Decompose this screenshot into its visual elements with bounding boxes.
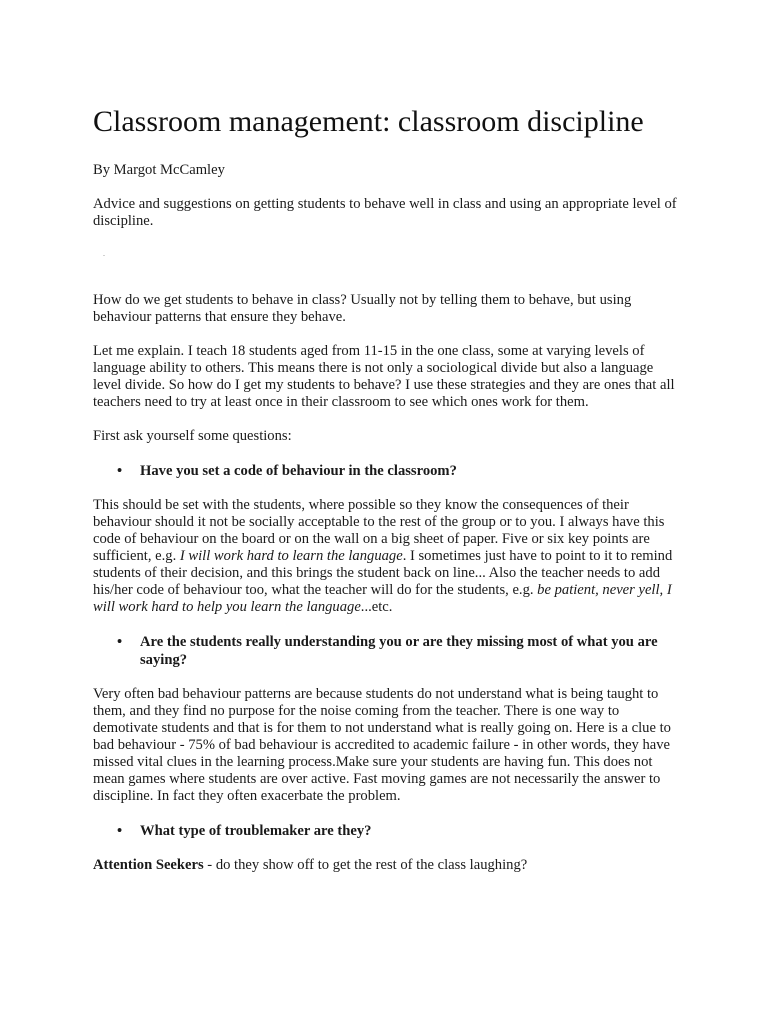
small-mark: .	[103, 249, 105, 258]
paragraph-6-bold: Attention Seekers	[93, 857, 204, 873]
article-title: Classroom management: classroom discipline	[93, 105, 644, 138]
paragraph-4-italic2: be patient, never yell, I will work hard to help you learn the language	[93, 582, 672, 615]
paragraph-2: Let me explain. I teach 18 students aged from 11-15 in the one class, some at varying levels of language ability to others. This means there is not only a sociological divide but also a language level divide. So how do I get my students to behave? I use these strategies and they are ones that all teachers need to try at least once in their classroom to see which ones work for them.	[93, 343, 675, 410]
bullet-icon: •	[117, 634, 123, 650]
bullet-item-2	[93, 633, 685, 669]
intro-paragraph: Advice and suggestions on getting students to behave well in class and using an appropriate level of discipline.	[93, 196, 677, 229]
article-body	[93, 104, 685, 891]
paragraph-4-part1: This should be set with the students, where possible so they know the consequences of their behaviour should it not be socially acceptable to the rest of the group or to you. I always have this code of behaviour on the board or on the wall on a big sheet of paper. Five or six key points are sufficient, e.g.	[93, 497, 665, 564]
bullet-text-1: Have you set a code of behaviour in the classroom?	[140, 463, 457, 479]
bullet-text-3: What type of troublemaker are they?	[140, 823, 372, 839]
paragraph-1: How do we get students to behave in class? Usually not by telling them to behave, but using behaviour patterns that ensure they behave.	[93, 292, 632, 325]
paragraph-4-part2: . I sometimes just have to point to it to remind students of their decision, and this brings the student back on line... Also the teacher needs to add his/her code of behaviour too, what the teacher will do for the students, e.g.	[93, 548, 673, 598]
paragraph-6	[93, 857, 685, 874]
paragraph-4	[93, 497, 685, 616]
paragraph-4-part3: ...etc.	[360, 599, 393, 615]
bullet-text-2: Are the students really understanding you or are they missing most of what you are saying?	[140, 634, 658, 668]
bullet-item-3	[93, 822, 685, 840]
paragraph-4-italic1: I will work hard to learn the language	[179, 548, 403, 564]
bullet-item-1	[93, 462, 685, 480]
paragraph-3: First ask yourself some questions:	[93, 428, 292, 444]
author-byline: By Margot McCamley	[93, 162, 225, 178]
bullet-icon: •	[117, 463, 123, 479]
paragraph-5: Very often bad behaviour patterns are because students do not understand what is being taught to them, and they find no purpose for the noise coming from the teacher. There is one way to demotivate students and that is for them to not understand what is really going on. Here is a clue to bad behaviour - 75% of bad behaviour is accredited to academic failure - in other words, they have missed vital clues in the learning process.Make sure your students are having fun. This does not mean games where students are over active. Fast moving games are not necessarily the answer to discipline. In fact they often exacerbate the problem.	[93, 686, 671, 804]
bullet-icon: •	[117, 823, 123, 839]
paragraph-6-rest: - do they show off to get the rest of the class laughing?	[203, 857, 528, 873]
